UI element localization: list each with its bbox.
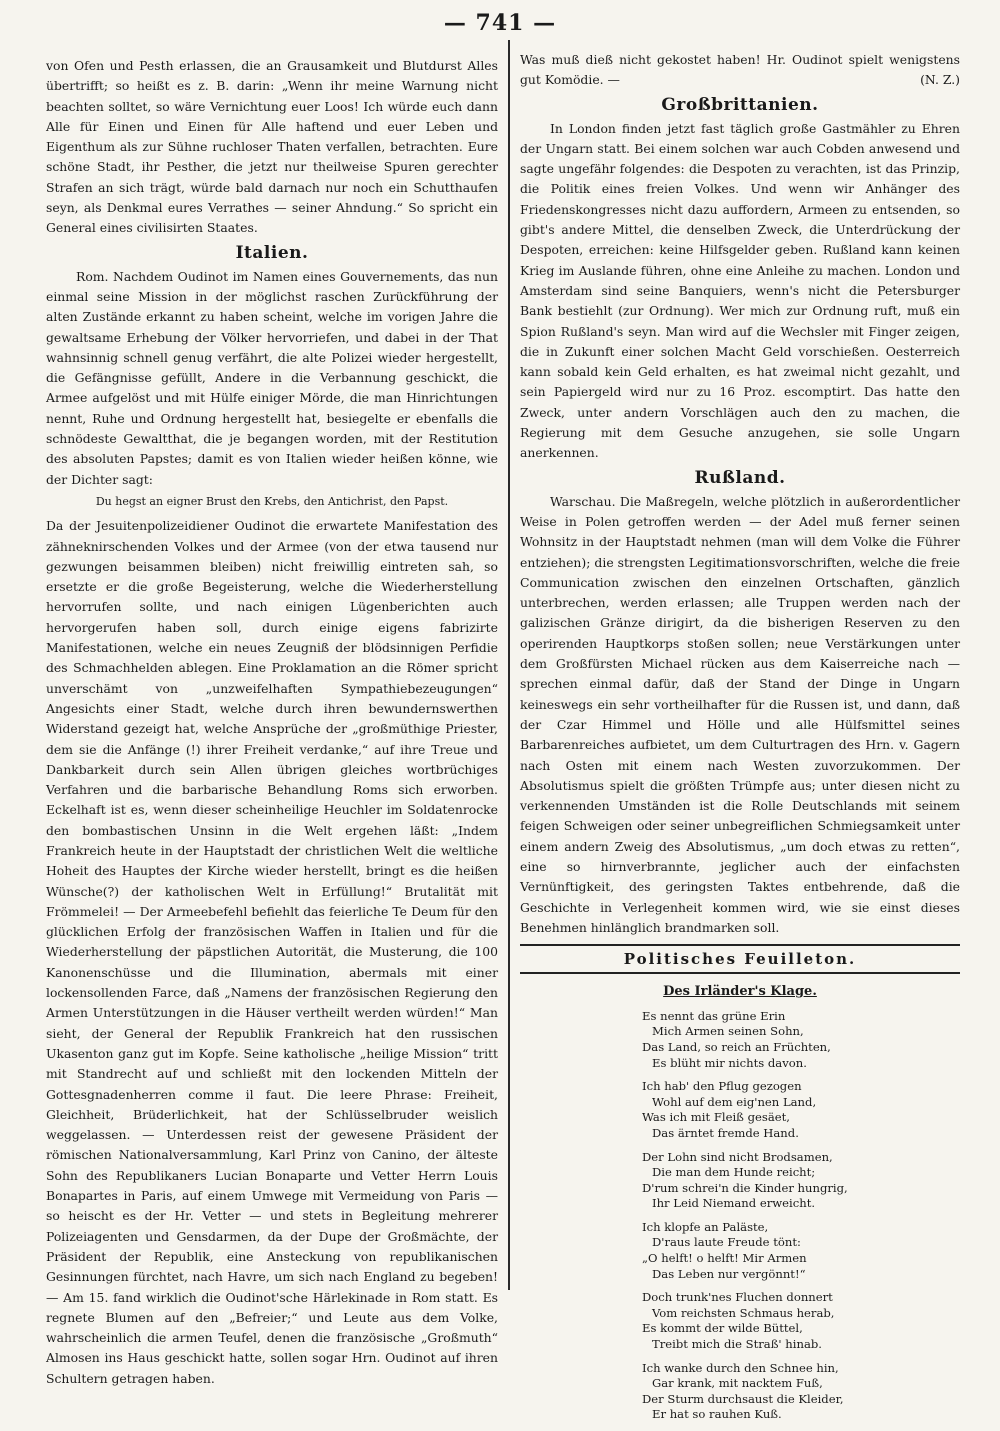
poem-line: Es kommt der wilde Büttel, [642,1321,803,1336]
feuilleton-heading: Politisches Feuilleton. [520,944,960,974]
poem-line: Der Sturm durchsaust die Kleider, [642,1391,844,1406]
source-signature: (N. Z.) [920,72,960,88]
poem-stanza [642,1079,960,1141]
poem-line: Wohl auf dem eig'nen Land, [652,1094,817,1109]
poem-line: Gar krank, mit nacktem Fuß, [652,1376,823,1391]
poem-line: Es nennt das grüne Erin [642,1008,786,1023]
poem-line: Mich Armen seinen Sohn, [652,1024,804,1039]
poem-line: Das Leben nur vergönnt!“ [652,1266,806,1281]
poem-stanza [642,1150,960,1212]
column-divider [508,40,510,1290]
section-heading-italien: Italien. [235,242,309,263]
poem-line: Doch trunk'nes Fluchen donnert [642,1290,833,1305]
poem-line: Ich hab' den Pflug gezogen [642,1079,802,1094]
section-heading-russland: Rußland. [694,467,786,488]
article-continuation: von Ofen und Pesth erlassen, die an Grausamkeit und Blutdurst Alles übertrifft; so heißt es z. B. darin: „Wenn ihr meine Warnung nicht beachten solltet, so wäre Vernichtung euer Loos! Ich würde euch dann Alle für Einen und Einen für Alle haftend und euer Leben und Eigenthum als zur Sühne ruchloser Thaten verfallen, betrachten. Eure schöne Stadt, ihr Pesther, die jetzt nur theilweise Spuren gerechter Strafen an sich trägt, würde bald darnach nur noch ein Schutthaufen seyn, als Denkmal eures Verrathes — seiner Ahndung.“ So spricht ein General eines civilisirten Staates. [46,58,498,236]
poem-line: Die man dem Hunde reicht; [652,1165,816,1180]
poem-line: Das ärntet fremde Hand. [652,1125,799,1140]
poem-line: D'raus laute Freude tönt: [652,1235,801,1250]
article-rom-end-text: Was muß dieß nicht gekostet haben! Hr. Oudinot spielt wenigstens gut Komödie. — [520,52,960,88]
poem-quote: Du hegst an eigner Brust den Krebs, den Antichrist, den Papst. [95,494,449,508]
poem-line: Treibt mich die Straß' hinab. [652,1337,822,1352]
section-heading-grossbrittanien: Großbrittanien. [661,94,819,115]
poem-line: Vom reichsten Schmaus herab, [652,1305,835,1320]
poem-line: Was ich mit Fleiß gesäet, [642,1110,790,1125]
poem [520,1009,960,1423]
poem-line: D'rum schrei'n die Kinder hungrig, [642,1180,848,1195]
article-london: In London finden jetzt fast täglich große Gastmähler zu Ehren der Ungarn statt. Bei einem solchen war auch Cobden anwesend und sagte ungefähr folgendes: die Despoten zu verachten, ist das Prinzip, die Politik eines freien Volkes. Und wenn wir Anhänger des Friedenskongresses nicht dazu auffordern, Armeen zu entsenden, so gibt's andere Mittel, die denselben Zweck, die Unterdrückung der Despoten, erreichen: keine Hilfsgelder geben. Rußland kann keinen Krieg im Auslande führen, ohne eine Anleihe zu machen. London und Amsterdam sind seine Banquiers, wenn's nicht die Petersburger Bank bestiehlt (zur Ordnung). Wer mich zur Ordnung ruft, muß ein Spion Rußland's seyn. Man wird auf die Wechsler mit Finger zeigen, die in Zukunft einer solchen Macht Geld vorschießen. Oesterreich kann sobald kein Geld erhalten, es hat zweimal nicht gezahlt, und sein Papiergeld wird nur zu 16 Proz. escomptirt. Das hatte den Zweck, unter andern Vorschlägen auch den zu machen, die Regierung mit dem Gesuche anzugehen, sie solle Ungarn anerkennen. [520,120,960,461]
poem-stanza [642,1220,960,1282]
poem-line: „O helft! o helft! Mir Armen [642,1251,807,1266]
poem-stanza [642,1361,960,1423]
poem-line: Der Lohn sind nicht Brodsamen, [642,1149,833,1164]
article-rom-paragraph-2: Da der Jesuitenpolizeidiener Oudinot die erwartete Manifestation des zähneknirschenden Volkes und der Armee (von der etwa tausend nur gezwungen beisammen bleiben) nicht freiwillig eintreten sah, so ersetzte er die große Begeisterung, welche die Wiederherstellung hervorrufen sollte, und nach einigen Lügenberichten auch hervorgerufen haben soll, durch einige eigens fabrizirte Manifestationen, welche ein neues Zeugniß der blödsinnigen Perfidie des Schmachhelden ablegen. Eine Proklamation an die Römer spricht unverschämt von „unzweifelhaften Sympathiebezeugungen“ Angesichts einer Stadt, welche durch ihren bewundernswerthen Widerstand gezeigt hat, welche Ansprüche der „großmüthige Priester, dem sie die Anfänge (!) ihrer Freiheit verdanke,“ auf ihre Treue und Dankbarkeit durch sein Allen übrigen gleiches wortbrüchiges Verfahren und die barbarische Behandlung Roms sich erworben. Eckelhaft ist es, wenn dieser scheinheilige Heuchler im Soldatenrocke den bombastischen Unsinn in die Welt ergehen läßt: „Indem Frankreich heute in der Hauptstadt der christlichen Welt die weltliche Hoheit des Hauptes der Kirche wieder herstellt, bringt es die heißen Wünsche(?) der katholischen Welt in Erfüllung!“ Brutalität mit Frömmelei! — Der Armeebefehl befiehlt das feierliche Te Deum für den glücklichen Erfolg der französischen Waffen in Italien und für die Wiederherstellung der päpstlichen Autorität, die Musterung, die 100 Kanonenschüsse und die Illumination, abermals mit einer lockensollenden Farce, daß „Namens der französischen Regierung den Armen Unterstützungen in die Häuser vertheilt werden würden!“ Man sieht, der General der Republik Frankreich hat den russischen Ukasenton ganz gut im Kopfe. Seine katholische „heilige Mission“ tritt mit Standrecht auf und schließt mit den lockenden Mitteln der Gottesgnadenherren comme il faut. Die leere Phrase: Freiheit, Gleichheit, Brüderlichkeit, hat der Schlüsselbruder weislich weggelassen. — Unterdessen reist der gewesene Präsident der römischen Nationalversammlung, Karl Prinz von Canino, der älteste Sohn des Republikaners Lucian Bonaparte und Vetter Herrn Louis Bonapartes in Paris, auf einem Umwege mit Vermeidung von Paris — so heischt es der Hr. Vetter — und stets in Begleitung mehrerer Polizeiagenten und Gensdarmen, da der Dupe der Großmächte, der Präsident der Republik, eine Ansteckung von republikanischen Gesinnungen fürchtet, nach Havre, um sich nach England zu begeben! — Am 15. fand wirklich die Oudinot'sche Härlekinade in Rom statt. Es regnete Blumen auf den „Befreier;“ und Leute aus dem Volke, wahrscheinlich die armen Teufel, denen die französische „Großmuth“ Almosen ins Haus geschickt hatte, sollen sogar Hrn. Oudinot auf ihren Schultern getragen haben. [46,518,498,1386]
poem-line: Es blüht mir nichts davon. [652,1055,807,1070]
page-number: — 741 — [443,10,557,36]
article-rom-paragraph-1: Rom. Nachdem Oudinot im Namen eines Gouvernements, das nun einmal seine Mission in der möglichst raschen Zurückführung der alten Zustände erkannt zu haben scheint, welche im vorigen Jahre die gewaltsame Erhebung der Völker hervorriefen, und dabei in der That wahnsinnig schnell genug verfährt, die alte Polizei wieder hergestellt, die Gefängnisse gefüllt, Andere in die Verbannung geschickt, die Armee aufgelöst und mit Hülfe einiger Mörde, die man Hinrichtungen nennt, Ruhe und Ordnung hergestellt hat, besiegelte er ebenfalls die schnödeste Gewaltthat, die je begangen worden, mit der Restitution des absoluten Papstes; damit es von Italien wieder heißen könne, wie der Dichter sagt: [46,268,498,487]
right-column [520,50,960,1431]
poem-title: Des Irländer's Klage. [663,984,817,1000]
poem-stanza [642,1009,960,1071]
poem-line: Er hat so rauhen Kuß. [652,1407,782,1422]
poem-line: Das Land, so reich an Früchten, [642,1039,831,1054]
article-rom-end [520,50,960,91]
poem-stanza [642,1290,960,1352]
poem-line: Ich klopfe an Paläste, [642,1219,769,1234]
article-warschau: Warschau. Die Maßregeln, welche plötzlich in außerordentlicher Weise in Polen getroffen werden — der Adel muß ferner seinen Wohnsitz in der Hauptstadt nehmen (man will dem Volke die Führer entziehen); die strengsten Legitimationsvorschriften, welche die freie Communication zwischen den einzelnen Ortschaften, gänzlich unterbrechen, werden erlassen; alle Truppen werden nach der galizischen Gränze dirigirt, da die bisherigen Reserven zu den operirenden Hauptkorps stoßen sollen; neue Verstärkungen unter dem Großfürsten Michael rücken aus dem Kaiserreiche nach — sprechen einmal dafür, daß der Stand der Dinge in Ungarn keineswegs ein sehr vortheilhafter für die Russen ist, und dann, daß der Czar Himmel und Hölle und alle Hülfsmittel seines Barbarenreiches aufbietet, um dem Culturtragen des Hrn. v. Gagern nach Osten mit einem nach Westen zuvorzukommen. Der Absolutismus spielt die größten Trümpfe aus; unter diesen nicht zu verkennenden Umständen ist die Rolle Deutschlands mit seinem feigen Schweigen oder seiner unbegreiflichen Schmiegsamkeit unter einem andern Zweig des Absolutismus, „um doch etwas zu retten“, eine so hirnverbrannte, jeglicher auch der einfachsten Vernünftigkeit, des geringsten Taktes entbehrende, daß die Geschichte in Verlegenheit kommen wird, wie sie einst dieses Benehmen hinlänglich brandmarken soll. [520,493,960,935]
poem-line: Ich wanke durch den Schnee hin, [642,1360,839,1375]
left-column [46,56,498,1389]
poem-line: Ihr Leid Niemand erweicht. [652,1196,816,1211]
